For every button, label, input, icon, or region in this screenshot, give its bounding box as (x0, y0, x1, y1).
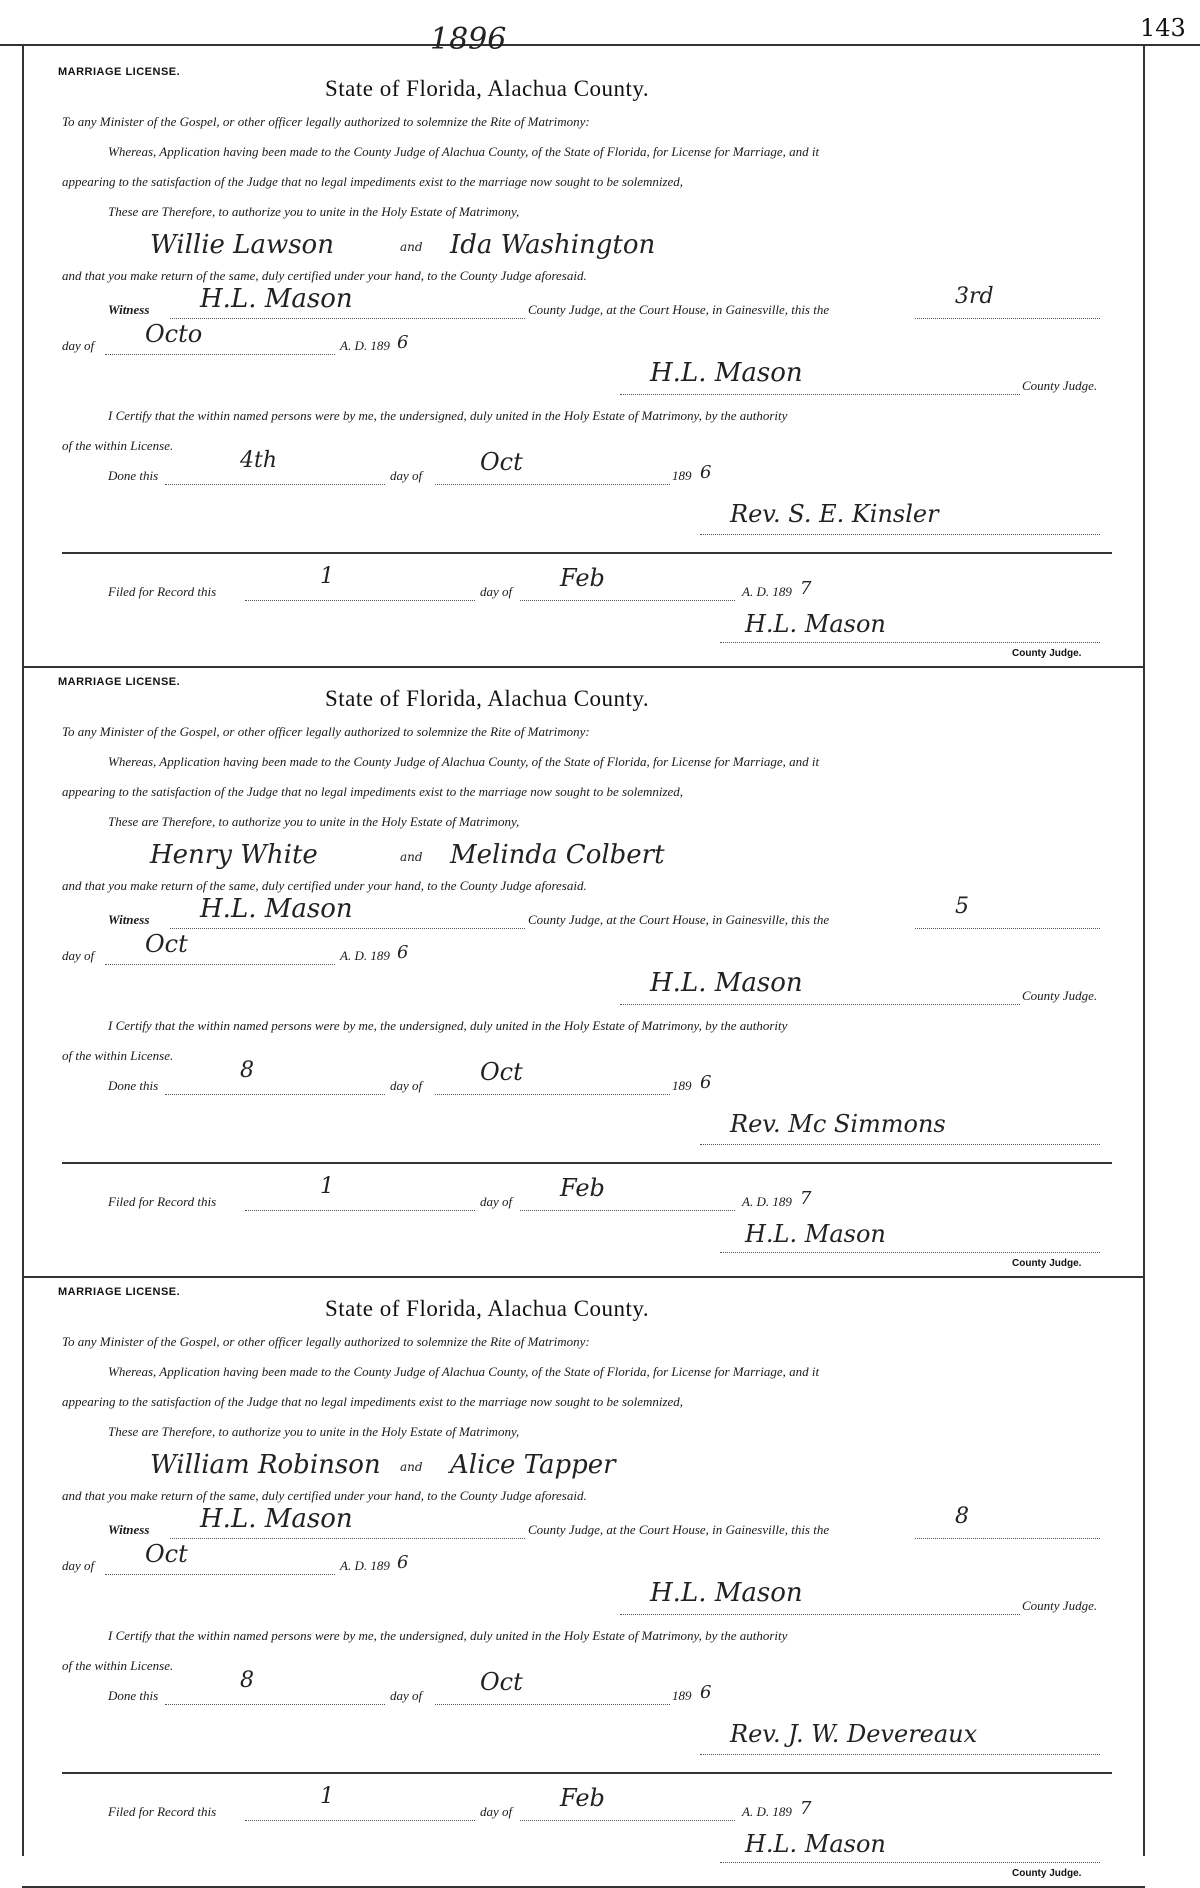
witness-dots (170, 928, 525, 929)
issue-day: 5 (955, 894, 969, 919)
filed-rule (62, 552, 1112, 554)
county-judge-label: County Judge. (1022, 378, 1098, 393)
these-line: These are Therefore, to authorize you to unite in the Holy Estate of Matrimony, (108, 814, 520, 829)
filed-rule (62, 1162, 1112, 1164)
done-day-of-label: day of (390, 1078, 423, 1093)
filed-label: Filed for Record this (108, 1804, 217, 1819)
left-margin-rule (22, 46, 24, 1856)
witness-judge: H.L. Mason (200, 1504, 353, 1534)
done-year: 6 (700, 1682, 712, 1703)
ad-label: A. D. 189 (340, 1558, 390, 1573)
whereas-line: Whereas, Application having been made to the County Judge of Alachua County, of the State of Florida, for License for Marriage, and it (108, 754, 820, 769)
filed-month-dots (520, 1820, 735, 1821)
witness-dots (170, 318, 525, 319)
judge-signature: H.L. Mason (650, 358, 803, 388)
issue-day-dots (915, 1538, 1100, 1539)
done-year-label: 189 (672, 1688, 692, 1703)
witness-judge: H.L. Mason (200, 284, 353, 314)
return-line: and that you make return of the same, duly certified under your hand, to the County Judge aforesaid. (62, 1488, 587, 1503)
done-this-label: Done this (108, 1078, 159, 1093)
issue-year: 6 (397, 332, 409, 353)
filed-month: Feb (560, 564, 605, 592)
appearing-line: appearing to the satisfaction of the Judge that no legal impediments exist to the marriage now sought to be solemnized, (62, 784, 684, 799)
filed-day: 1 (320, 1784, 334, 1809)
issue-month-dots (105, 354, 335, 355)
filed-day-dots (245, 1820, 475, 1821)
ad-label: A. D. 189 (340, 948, 390, 963)
certify-line: I Certify that the within named persons were by me, the undersigned, duly united in the Holy Estate of Matrimony, by the authority (108, 408, 788, 423)
officiant-dots (700, 1754, 1100, 1755)
filed-month-dots (520, 600, 735, 601)
done-day: 8 (240, 1668, 254, 1693)
of-license-line: of the within License. (62, 1658, 174, 1673)
filed-month: Feb (560, 1174, 605, 1202)
issue-month: Octo (145, 320, 203, 348)
done-day-of-label: day of (390, 1688, 423, 1703)
issue-month-dots (105, 1574, 335, 1575)
page-number: 143 (1140, 14, 1186, 42)
license-title: State of Florida, Alachua County. (325, 686, 650, 711)
address-line: To any Minister of the Gospel, or other officer legally authorized to solemnize the Rite of Matrimony: (62, 724, 590, 739)
bride-name: Ida Washington (450, 230, 656, 260)
filed-day: 1 (320, 564, 334, 589)
issue-day: 8 (955, 1504, 969, 1529)
of-license-line: of the within License. (62, 1048, 174, 1063)
certify-line: I Certify that the within named persons were by me, the undersigned, duly united in the Holy Estate of Matrimony, by the authority (108, 1018, 788, 1033)
these-line: These are Therefore, to authorize you to unite in the Holy Estate of Matrimony, (108, 204, 520, 219)
officiant-signature: Rev. J. W. Devereaux (730, 1720, 978, 1748)
filed-signature: H.L. Mason (745, 1830, 886, 1858)
filed-ad-label: A. D. 189 (742, 1194, 792, 1209)
filed-year: 7 (800, 578, 812, 599)
done-day-dots (165, 484, 385, 485)
filed-month-dots (520, 1210, 735, 1211)
witness-label: Witness (108, 912, 150, 927)
conjunction: and (400, 1460, 423, 1474)
filed-rule (62, 1772, 1112, 1774)
issue-year: 6 (397, 1552, 409, 1573)
bride-name: Alice Tapper (450, 1450, 616, 1480)
top-rule (0, 44, 1200, 46)
court-house-line: County Judge, at the Court House, in Gainesville, this the (528, 302, 830, 317)
filed-month: Feb (560, 1784, 605, 1812)
filed-label: Filed for Record this (108, 1194, 217, 1209)
officiant-dots (700, 1144, 1100, 1145)
license-label: MARRIAGE LICENSE. (58, 66, 181, 78)
witness-label: Witness (108, 1522, 150, 1537)
done-day-dots (165, 1094, 385, 1095)
court-house-line: County Judge, at the Court House, in Gainesville, this the (528, 912, 830, 927)
done-day: 8 (240, 1058, 254, 1083)
done-day-of-label: day of (390, 468, 423, 483)
groom-name: Willie Lawson (150, 230, 334, 260)
county-judge-small: County Judge. (1012, 648, 1082, 659)
issue-day-dots (915, 928, 1100, 929)
license-label: MARRIAGE LICENSE. (58, 676, 181, 688)
done-this-label: Done this (108, 1688, 159, 1703)
done-this-label: Done this (108, 468, 159, 483)
issue-year: 6 (397, 942, 409, 963)
issue-day: 3rd (955, 284, 994, 309)
bride-name: Melinda Colbert (450, 840, 665, 870)
officiant-signature: Rev. S. E. Kinsler (730, 500, 939, 528)
day-of-label: day of (62, 338, 95, 353)
of-license-line: of the within License. (62, 438, 174, 453)
filed-sig-dots (720, 1862, 1100, 1863)
filed-ad-label: A. D. 189 (742, 584, 792, 599)
whereas-line: Whereas, Application having been made to the County Judge of Alachua County, of the State of Florida, for License for Marriage, and it (108, 144, 820, 159)
filed-sig-dots (720, 642, 1100, 643)
witness-judge: H.L. Mason (200, 894, 353, 924)
filed-day-of-label: day of (480, 1804, 513, 1819)
appearing-line: appearing to the satisfaction of the Judge that no legal impediments exist to the marriage now sought to be solemnized, (62, 174, 684, 189)
groom-name: William Robinson (150, 1450, 381, 1480)
filed-day: 1 (320, 1174, 334, 1199)
return-line: and that you make return of the same, duly certified under your hand, to the County Judge aforesaid. (62, 268, 587, 283)
certify-line: I Certify that the within named persons were by me, the undersigned, duly united in the Holy Estate of Matrimony, by the authority (108, 1628, 788, 1643)
filed-ad-label: A. D. 189 (742, 1804, 792, 1819)
filed-label: Filed for Record this (108, 584, 217, 599)
judge-sig-dots (620, 1004, 1020, 1005)
conjunction: and (400, 850, 423, 864)
filed-sig-dots (720, 1252, 1100, 1253)
done-year: 6 (700, 1072, 712, 1093)
issue-day-dots (915, 318, 1100, 319)
appearing-line: appearing to the satisfaction of the Judge that no legal impediments exist to the marriage now sought to be solemnized, (62, 1394, 684, 1409)
county-judge-small: County Judge. (1012, 1258, 1082, 1269)
done-month: Oct (480, 448, 523, 476)
court-house-line: County Judge, at the Court House, in Gainesville, this the (528, 1522, 830, 1537)
done-year-label: 189 (672, 1078, 692, 1093)
filed-year: 7 (800, 1798, 812, 1819)
judge-sig-dots (620, 394, 1020, 395)
filed-signature: H.L. Mason (745, 610, 886, 638)
done-month-dots (435, 1704, 670, 1705)
county-judge-label: County Judge. (1022, 1598, 1098, 1613)
done-year: 6 (700, 462, 712, 483)
done-year-label: 189 (672, 468, 692, 483)
license-label: MARRIAGE LICENSE. (58, 1286, 181, 1298)
county-judge-small: County Judge. (1012, 1868, 1082, 1879)
officiant-dots (700, 534, 1100, 535)
witness-dots (170, 1538, 525, 1539)
judge-signature: H.L. Mason (650, 1578, 803, 1608)
filed-day-dots (245, 1210, 475, 1211)
filed-signature: H.L. Mason (745, 1220, 886, 1248)
day-of-label: day of (62, 1558, 95, 1573)
ad-label: A. D. 189 (340, 338, 390, 353)
officiant-signature: Rev. Mc Simmons (730, 1110, 946, 1138)
witness-label: Witness (108, 302, 150, 317)
judge-sig-dots (620, 1614, 1020, 1615)
license-title: State of Florida, Alachua County. (325, 76, 650, 101)
done-month: Oct (480, 1058, 523, 1086)
return-line: and that you make return of the same, duly certified under your hand, to the County Judge aforesaid. (62, 878, 587, 893)
county-judge-label: County Judge. (1022, 988, 1098, 1003)
day-of-label: day of (62, 948, 95, 963)
done-day-dots (165, 1704, 385, 1705)
right-margin-rule (1143, 46, 1145, 1856)
section-rule (22, 666, 1145, 668)
whereas-line: Whereas, Application having been made to the County Judge of Alachua County, of the State of Florida, for License for Marriage, and it (108, 1364, 820, 1379)
filed-year: 7 (800, 1188, 812, 1209)
filed-day-dots (245, 600, 475, 601)
address-line: To any Minister of the Gospel, or other officer legally authorized to solemnize the Rite of Matrimony: (62, 114, 590, 129)
filed-day-of-label: day of (480, 584, 513, 599)
section-rule (22, 1276, 1145, 1278)
issue-month-dots (105, 964, 335, 965)
address-line: To any Minister of the Gospel, or other officer legally authorized to solemnize the Rite of Matrimony: (62, 1334, 590, 1349)
issue-month: Oct (145, 930, 188, 958)
conjunction: and (400, 240, 423, 254)
license-title: State of Florida, Alachua County. (325, 1296, 650, 1321)
these-line: These are Therefore, to authorize you to unite in the Holy Estate of Matrimony, (108, 1424, 520, 1439)
filed-day-of-label: day of (480, 1194, 513, 1209)
judge-signature: H.L. Mason (650, 968, 803, 998)
year-header: 1896 (430, 22, 507, 57)
done-month: Oct (480, 1668, 523, 1696)
done-month-dots (435, 484, 670, 485)
groom-name: Henry White (150, 840, 318, 870)
done-day: 4th (240, 448, 278, 473)
issue-month: Oct (145, 1540, 188, 1568)
done-month-dots (435, 1094, 670, 1095)
